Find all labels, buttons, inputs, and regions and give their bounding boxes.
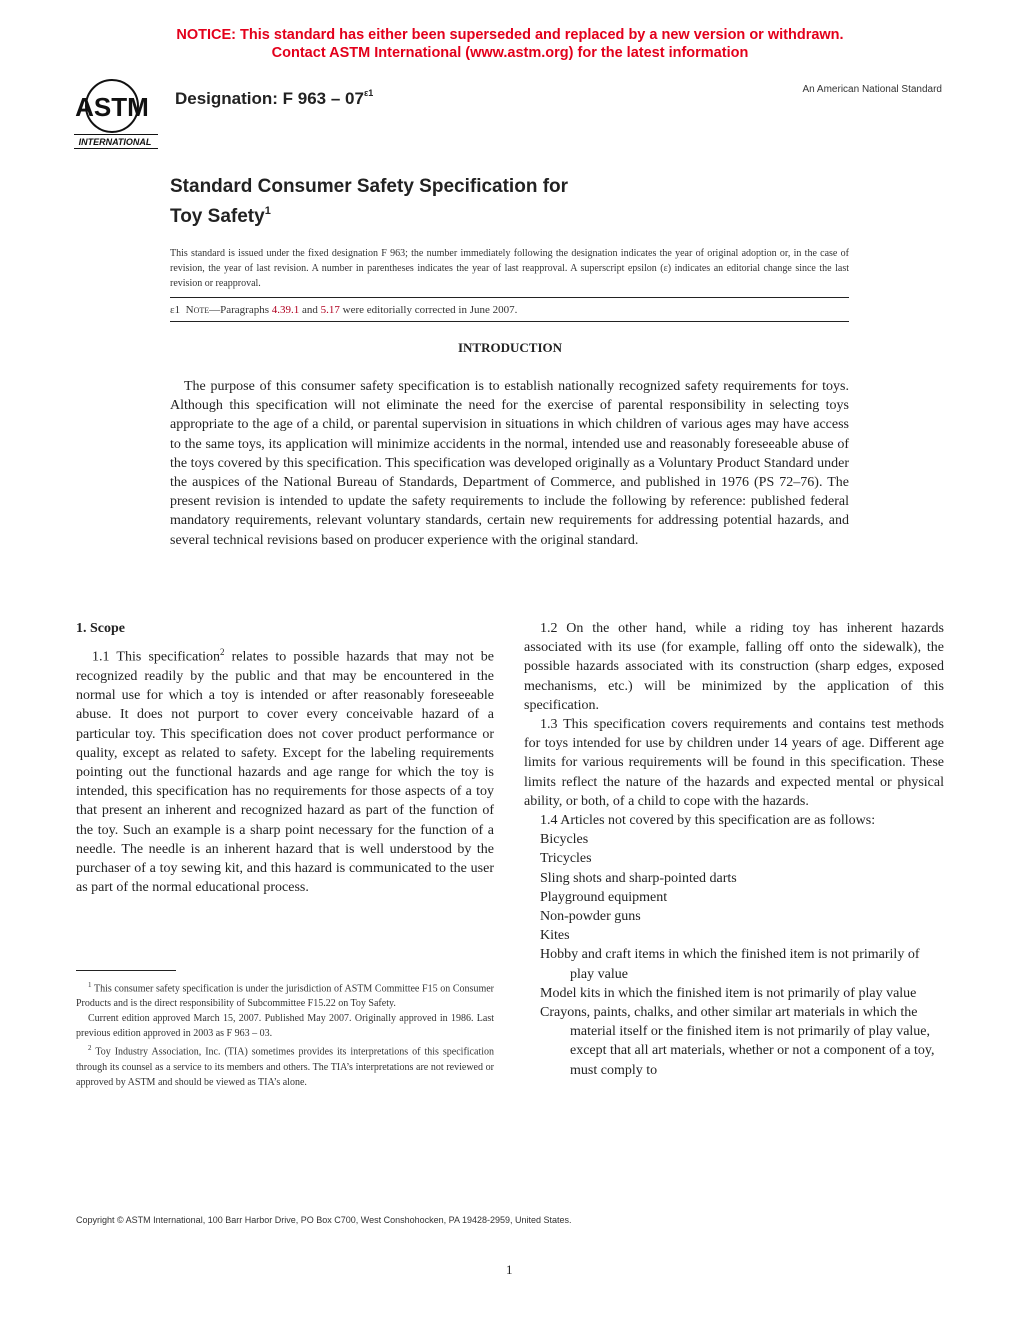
- list-item: Playground equipment: [540, 889, 668, 905]
- footnotes: [76, 978, 494, 1090]
- list-item: Non-powder guns: [540, 909, 641, 925]
- link-4-39-1[interactable]: 4.39.1: [271, 304, 300, 316]
- astm-logo-icon: [68, 78, 162, 150]
- left-column: [76, 619, 494, 898]
- editorial-note: [170, 304, 517, 316]
- p1-1-rest: relates to possible hazards that may not be recognized readily by the public and that may be encountered in the normal use for which a toy is intended or after reasonably foreseeable abuse. It does not purport to cover every conceivable hazard of a particular toy. This specification does not cover product performance or quality, except as related to safety. Except for the labeling requirements pointing out the functional hazards and age range for which the toy is intended, this specification has no requirements for those aspects of a toy that present an inherent and recognized hazard as part of the function of the toy. Such an example is a sharp point necessary for the function of a needle. The needle is an inherent hazard that is well understood by the purchaser of a toy sewing kit, and this hazard is communicated to the user as part of the normal educational process.: [76, 649, 494, 896]
- list-item: Hobby and craft items in which the finished item is not primarily of play value: [540, 947, 920, 982]
- footnote-2-number: 2: [88, 1044, 92, 1053]
- p1-1-start: 1.1 This specification: [92, 649, 220, 665]
- title-line-1: Standard Consumer Safety Specification for: [170, 176, 569, 197]
- note-marker: ε1: [170, 304, 181, 316]
- american-national-standard-label: An American National Standard: [802, 84, 942, 95]
- svg-text:INTERNATIONAL: INTERNATIONAL: [78, 137, 152, 147]
- notice-line-2: Contact ASTM International (www.astm.org) for the latest information: [271, 45, 749, 61]
- edition-info: Current edition approved March 15, 2007. Published May 2007. Originally approved in 1986. Last previous edition approved in 2003 as F 963 – 03.: [76, 1013, 494, 1040]
- introduction-body: The purpose of this consumer safety specification is to establish nationally recognized safety requirements for toys. Although this specification will not eliminate the need for the exercise of parental responsibility in selecting toys appropriate to the age of a child, or parental supervision in situations in which children of various ages may have access to the same toys, its application will minimize accidents in the normal, intended use and reasonably foreseeable abuse of the toys covered by this specification. This specification was developed originally as a Voluntary Product Standard under the auspices of the National Bureau of Standards, Department of Commerce, and published in 1976 (PS 72–76). The present revision is intended to update the safety requirements to include the following by reference: published federal mandatory requirements, relevant voluntary standards, certain new requirements for addressing potential hazards, and several technical revisions based on producer experience with the original standard.: [170, 379, 849, 548]
- note-suffix: were editorially corrected in June 2007.: [339, 304, 518, 316]
- footnote-1-text: This consumer safety specification is under the jurisdiction of ASTM Committee F15 on Consumer Products and is the direct responsibility of Subcommittee F15.22 on Toy Safety.: [76, 983, 494, 1010]
- footnote-rule: [76, 970, 176, 971]
- list-item: Tricycles: [540, 851, 592, 867]
- designation-epsilon: ε1: [363, 88, 374, 98]
- note-label: Note: [185, 304, 210, 316]
- issuance-note: This standard is issued under the fixed designation F 963; the number immediately following the designation indicates the year of original adoption or, in the case of revision, the year of last revision. A number in parentheses indicates the year of last reapproval. A superscript epsilon (ε) indicates an editorial change since the last revision or reapproval.: [170, 248, 849, 289]
- note-prefix: —Paragraphs: [209, 304, 272, 316]
- divider-bottom: [170, 321, 849, 322]
- list-item: Kites: [540, 928, 570, 944]
- paragraph-1-3: 1.3 This specification covers requirements and contains test methods for toys intended for use by children under 14 years of age. Different age limits for various requirements will be found in this specification. These limits reflect the nature of the hazards and expected mental or physical ability, or both, of a child to cope with the hazards.: [524, 717, 944, 809]
- list-item: Bicycles: [540, 832, 589, 848]
- footnote-2: [76, 1041, 494, 1089]
- astm-logo: [68, 78, 162, 150]
- copyright: Copyright © ASTM International, 100 Barr Harbor Drive, PO Box C700, West Conshohocken, PA 19428-2959, United States.: [76, 1215, 572, 1225]
- title-line-2: Toy Safety: [170, 206, 265, 227]
- list-item: Crayons, paints, chalks, and other similar art materials in which the material itself or the finished item is not primarily of play value, except that all art materials, whether or not a component of a toy, must comply to: [540, 1005, 935, 1078]
- footnote-1-number: 1: [88, 981, 92, 989]
- link-5-17[interactable]: 5.17: [320, 304, 340, 316]
- title-footnote-ref: 1: [264, 205, 271, 217]
- list-item: Model kits in which the finished item is not primarily of play value: [540, 985, 917, 1001]
- paragraph-1-1: [76, 643, 494, 897]
- footnote-ref-2: 2: [219, 647, 225, 658]
- notice-line-1: NOTICE: This standard has either been superseded and replaced by a new version or withdrawn.: [176, 27, 844, 43]
- list-item: Sling shots and sharp-pointed darts: [540, 870, 737, 886]
- divider-top: [170, 297, 849, 298]
- introduction-heading: INTRODUCTION: [457, 340, 562, 355]
- page-number: 1: [506, 1262, 513, 1277]
- scope-heading: 1. Scope: [76, 621, 125, 636]
- footnote-1: [76, 978, 494, 1011]
- designation-label: Designation: F 963 – 07: [175, 89, 364, 108]
- right-column: [524, 619, 944, 1080]
- document-title: [170, 174, 568, 229]
- paragraph-1-4: 1.4 Articles not covered by this specification are as follows:: [540, 813, 876, 829]
- note-middle: and: [299, 304, 321, 316]
- designation: [175, 88, 373, 109]
- svg-text:ASTM: ASTM: [75, 92, 149, 122]
- footnote-2-text: Toy Industry Association, Inc. (TIA) sometimes provides its interpretations of this specification through its counsel as a service to its members and others. The TIA’s interpretations are not reviewed or approved by ASTM and should be viewed as TIA’s alone.: [76, 1046, 494, 1088]
- paragraph-1-2: 1.2 On the other hand, while a riding toy has inherent hazards associated with its use (for example, falling off onto the sidewalk), the possible hazards associated with its construction (sharp edges, exposed mechanisms, etc.) will be minimized by the application of this specification.: [524, 621, 944, 713]
- supersession-notice: [0, 26, 1020, 62]
